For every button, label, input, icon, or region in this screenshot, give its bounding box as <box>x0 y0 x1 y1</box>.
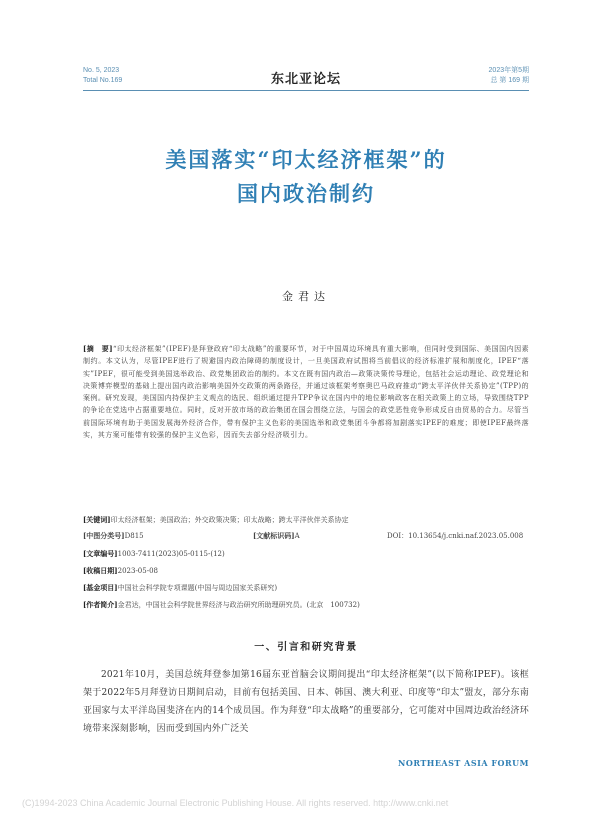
header-rule <box>83 90 529 91</box>
doc-code-value: A <box>294 532 300 540</box>
keywords-label: [关键词] <box>83 515 111 524</box>
clc-label: [中图分类号] <box>83 531 125 540</box>
total-en: Total No.169 <box>83 77 123 84</box>
doc-code <box>253 531 300 541</box>
received-date <box>83 565 529 577</box>
title-line-1: 美国落实“印太经济框架”的 <box>165 147 447 172</box>
abstract-text: “印太经济框架”(IPEF)是拜登政府“印太战略”的重要环节，对于中国周边环境具有重大影响，但同时受到国际、美国国内因素制约。本文认为，尽管IPEF进行了规避国内政治障碍的制度设计，一旦美国政府试图将当前倡议的经济标准扩展和制度化，IPEF“落实”IPEF，很可能受到美国选举政治、政党集团政治的制约。本文在既有国内政治—政策决策传导理论，包括社会运动理论、政党理论和决策博弈模型的基础上提出国内政治影响美国外交政策的两条路径，并通过该框架考察奥巴马政府推动“跨太平洋伙伴关系协定”(TPP)的案例。研究发现，美国国内持保护主义观点的选民、组织通过提升TPP争议在国内中的地位影响政客在相关政策上的立场，导致围绕TPP的争论在党选中占据重要地位。同时，反对开放市场的政治集团在国会围绕立法，与国会的政党恶性竞争形成反自由贸易的合力。尽管当前国际环境有助于美国发展海外经济合作，带有保护主义色彩的美国选举和政党集团斗争都将加剧落实IPEF的难度；即使IPEF最终落实，其方案可能带有较强的保护主义色彩，因而失去部分经济吸引力。 <box>83 345 530 440</box>
article-number <box>83 548 529 560</box>
section-heading: 一、引言和研究背景 <box>254 642 358 653</box>
fund-value: 中国社会科学院专项课题(中国与周边国家关系研究) <box>117 584 278 592</box>
received-label: [收稿日期] <box>83 566 118 575</box>
clc <box>83 531 144 541</box>
copyright-watermark: (C)1994-2023 China Academic Journal Electronic Publishing House. All rights reserved. http://www.cnki.net <box>22 798 449 808</box>
total-cn: 总 第 169 期 <box>490 77 529 84</box>
header-issue-cn <box>489 66 529 86</box>
article-title <box>0 143 612 211</box>
body-paragraph: 2021年10月，美国总统拜登参加第16届东亚首脑会议期间提出“印太经济框架”(以下简称IPEF)。该框架于2022年5月拜登访日期间启动，目前有包括美国、日本、韩国、澳大利亚、印度等“印太”盟友，部分东南亚国家与太平洋岛国斐济在内的14个成员国。作为拜登“印太战略”的重要部分，它可能对中国周边政治经济环境带来深刻影响，因而受到国内外广泛关 <box>83 670 529 734</box>
keywords <box>83 514 529 526</box>
issue-cn: 2023年第5期 <box>488 67 529 74</box>
clc-value: D815 <box>124 532 144 540</box>
author-bio-value: 金君达，中国社会科学院世界经济与政治研究所助理研究员。(北京 100732) <box>117 601 360 609</box>
fund-label: [基金项目] <box>83 583 118 592</box>
title-line-2: 国内政治制约 <box>237 181 375 206</box>
received-value: 2023-05-08 <box>117 567 158 575</box>
keywords-text: 印太经济框架；美国政治；外交政策决策；印太战略；跨太平洋伙伴关系协定 <box>110 516 349 524</box>
article-no-value: 1003-7411(2023)05-0115-(12) <box>117 550 225 558</box>
abstract <box>83 343 529 441</box>
footer-brand: NORTHEAST ASIA FORUM <box>398 758 529 768</box>
author-bio <box>83 599 529 611</box>
author-bio-label: [作者简介] <box>83 600 118 609</box>
fund-project <box>83 582 529 594</box>
classification-row <box>83 531 529 543</box>
doc-code-label: [文献标识码] <box>253 531 295 540</box>
abstract-label: [摘 要] <box>83 344 113 353</box>
issue-en: No. 5, 2023 <box>83 67 120 74</box>
author-name: 金君达 <box>282 290 330 303</box>
doi-value: DOI：10.13654/j.cnki.naf.2023.05.008 <box>387 532 524 540</box>
article-no-label: [文章编号] <box>83 549 118 558</box>
journal-logo: 东北亚论坛 <box>270 72 341 87</box>
